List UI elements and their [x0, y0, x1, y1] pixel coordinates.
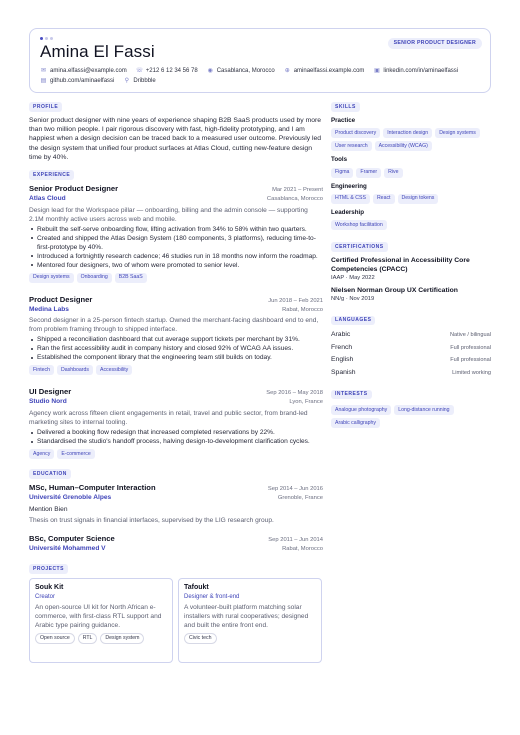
contact-phone-text: +212 6 12 34 56 78	[145, 68, 198, 74]
job-tags	[29, 273, 323, 283]
job-summary: Second designer in a 25-person fintech startup. Owned the merchant-facing dashboard end to end, from problem framing through to shipped interface.	[29, 317, 319, 334]
contact-github[interactable]	[40, 77, 114, 85]
job-location: Lyon, France	[289, 399, 323, 406]
job-location: Casablanca, Morocco	[266, 195, 323, 202]
project-tags	[35, 633, 167, 644]
section-label-experience: EXPERIENCE	[29, 170, 74, 180]
education-date: Sep 2014 – Jun 2016	[267, 485, 323, 492]
certification-name: Certified Professional in Accessibility Core Competencies (CPACC)	[331, 257, 470, 274]
job-bullet: Mentored four designers, two of whom were promoted to senior level.	[29, 261, 323, 270]
language-name: Spanish	[331, 369, 356, 377]
skill-tag: Dashboards	[57, 365, 93, 375]
skill-group-title: Practice	[331, 116, 356, 124]
job-bullet: Standardised the studio's handoff process, halving design-to-development clarification cycles.	[29, 437, 323, 446]
job-bullet: Established the component library that the engineering team still builds on today.	[29, 353, 323, 362]
job-bullets	[29, 335, 323, 362]
contact-list	[40, 67, 480, 85]
project-name: Souk Kit	[35, 583, 64, 591]
certification-meta: IAAP · May 2022	[331, 275, 375, 282]
linkedin-icon: ▣	[374, 68, 380, 74]
degree: MSc, Human–Computer Interaction	[29, 482, 156, 492]
education-thesis: Thesis on trust signals in financial interfaces, supervised by the LIG research group.	[29, 517, 274, 525]
candidate-name: Amina El Fassi	[40, 42, 155, 61]
resume-header	[29, 28, 491, 93]
skill-tag: E-commerce	[57, 449, 94, 459]
skill-tag: Design tokens	[398, 194, 439, 204]
job-summary: Design lead for the Workspace pillar — onboarding, billing and the admin console — supporting 2.1M monthly active users across web and mobile.	[29, 206, 308, 223]
certifications-section	[331, 242, 491, 303]
project-role: Designer & front-end	[184, 594, 240, 601]
interest-tag: Analogue photography	[331, 405, 391, 415]
language-level: Full professional	[450, 344, 491, 351]
interests-section	[331, 390, 491, 429]
project-card	[178, 578, 322, 663]
skill-group-title: Tools	[331, 156, 348, 164]
contact-linkedin-text: linkedin.com/in/aminaelfassi	[383, 68, 459, 74]
project-name: Tafoukt	[184, 583, 209, 591]
section-label-profile: PROFILE	[29, 102, 62, 112]
job-company: Studio Nord	[29, 398, 67, 406]
language-level: Native / bilingual	[449, 332, 491, 339]
skill-tag: Rive	[384, 168, 402, 178]
skill-tag: Agency	[29, 449, 54, 459]
job-bullet: Introduced a fortnightly research cadence; 46 studies run in 18 months now inform the roadmap.	[29, 252, 323, 261]
project-tag: Civic tech	[184, 633, 217, 644]
contact-website[interactable]	[284, 67, 365, 75]
contact-linkedin[interactable]	[373, 67, 458, 75]
projects-section	[29, 564, 323, 663]
skill-group-title: Engineering	[331, 182, 367, 190]
project-description: A volunteer-built platform matching solar installers with rural cooperatives; designed and built the entire front end.	[184, 604, 309, 630]
education-entry	[29, 534, 323, 554]
language-row	[331, 330, 491, 340]
job-bullet: Delivered a booking flow redesign that increased completed reservations by 22%.	[29, 428, 323, 437]
school: Université Mohammed V	[29, 545, 106, 553]
skill-tag: Interaction design	[383, 128, 432, 138]
dribbble-icon: ⚲	[124, 78, 130, 85]
interest-tag: Arabic calligraphy	[331, 418, 380, 428]
skill-tag: React	[373, 194, 395, 204]
education-honours: Mention Bien	[29, 505, 68, 513]
school: Université Grenoble Alpes	[29, 493, 112, 501]
job-location: Rabat, Morocco	[282, 306, 323, 313]
job-summary: Agency work across fifteen client engagements in retail, travel and public sector, from brand-led marketing sites to internal tooling.	[29, 410, 308, 427]
degree: BSc, Computer Science	[29, 534, 115, 544]
skill-group-tags	[331, 168, 491, 178]
education-section	[29, 469, 323, 554]
project-tags	[184, 633, 316, 644]
job-bullets	[29, 225, 323, 270]
projects-grid	[29, 578, 323, 663]
project-tag: Design system	[100, 633, 144, 644]
project-tag: Open source	[35, 633, 75, 644]
education-date: Sep 2011 – Jun 2014	[268, 537, 323, 544]
language-name: French	[331, 343, 353, 351]
language-level: Limited working	[452, 370, 491, 377]
language-row	[331, 355, 491, 365]
skill-tag: Design systems	[29, 273, 74, 283]
certification-entry	[331, 286, 491, 304]
skill-tag: Framer	[356, 168, 381, 178]
job-bullet: Rebuilt the self-serve onboarding flow, lifting activation from 34% to 58% within two quarters.	[29, 225, 323, 234]
project-description: An open-source UI kit for North African e-commerce, with first-class RTL support and Arabic type pairing guidance.	[35, 604, 162, 630]
certification-entry	[331, 256, 491, 283]
skill-tag: User research	[331, 141, 372, 151]
job-entry	[29, 295, 323, 376]
job-date: Mar 2021 – Present	[272, 186, 323, 193]
contact-dribbble-text: Dribbble	[133, 78, 156, 85]
location-icon: ◉	[207, 68, 213, 74]
certification-meta: NN/g · Nov 2019	[331, 295, 375, 302]
job-role: UI Designer	[29, 387, 72, 397]
project-role: Creator	[35, 594, 56, 601]
sidebar-column	[331, 102, 491, 428]
job-company: Medina Labs	[29, 305, 69, 313]
interest-tags	[331, 405, 491, 428]
job-role: Product Designer	[29, 294, 93, 304]
globe-icon: ⊕	[284, 68, 290, 74]
language-level: Full professional	[450, 357, 491, 364]
language-row	[331, 343, 491, 353]
skill-tag: Workshop facilitation	[331, 220, 387, 230]
skill-tag: Design systems	[435, 128, 480, 138]
skill-tag: B2B SaaS	[115, 273, 147, 283]
github-icon: ▤	[40, 78, 47, 85]
section-label-certifications: CERTIFICATIONS	[331, 242, 388, 252]
job-date: Sep 2016 – May 2018	[266, 390, 323, 397]
section-label-projects: PROJECTS	[29, 564, 68, 574]
language-name: Arabic	[331, 331, 351, 339]
skill-group-tags	[331, 128, 491, 151]
job-tags	[29, 449, 323, 459]
skill-group-tags	[331, 194, 491, 204]
job-tags	[29, 365, 323, 375]
job-bullets	[29, 428, 323, 446]
school-location: Grenoble, France	[277, 494, 323, 501]
contact-email-text: amina.elfassi@example.com	[50, 68, 127, 74]
skill-tag: Accessibility (WCAG)	[375, 141, 432, 151]
skill-tag: Product discovery	[331, 128, 380, 138]
job-bullet: Created and shipped the Atlas Design System (180 components, 3 platforms), reducing time-to-first-prototype by 40%.	[29, 234, 323, 252]
job-date: Jun 2018 – Feb 2021	[268, 297, 323, 304]
section-label-languages: LANGUAGES	[331, 316, 375, 326]
phone-icon: ☏	[135, 68, 144, 74]
contact-email[interactable]	[40, 67, 127, 75]
job-company: Atlas Cloud	[29, 194, 66, 202]
education-entry	[29, 483, 323, 526]
job-entry	[29, 387, 323, 459]
skill-tag: HTML & CSS	[331, 194, 370, 204]
job-bullet: Shipped a reconciliation dashboard that cut average support tickets per merchant by 31%.	[29, 335, 323, 344]
project-tag: RTL	[78, 633, 98, 644]
experience-section	[29, 170, 323, 459]
skill-group-title: Leadership	[331, 208, 365, 216]
contact-location	[207, 67, 275, 75]
contact-phone[interactable]	[136, 67, 198, 75]
project-card	[29, 578, 173, 663]
main-column	[29, 102, 323, 663]
job-bullet: Ran the first accessibility audit in company history and closed 92% of WCAG AA issues.	[29, 344, 323, 353]
skill-tag: Fintech	[29, 365, 54, 375]
contact-website-text: aminaelfassi.example.com	[293, 68, 365, 74]
section-label-skills: SKILLS	[331, 102, 360, 112]
languages-section	[331, 316, 491, 378]
mail-icon: ✉	[40, 68, 47, 74]
contact-github-text: github.com/aminaelfassi	[50, 78, 115, 85]
certification-name: Nielsen Norman Group UX Certification	[331, 286, 458, 294]
profile-section	[29, 102, 323, 162]
section-label-education: EDUCATION	[29, 469, 71, 479]
skill-tag: Onboarding	[77, 273, 112, 283]
job-title-badge: SENIOR PRODUCT DESIGNER	[388, 38, 482, 49]
language-name: English	[331, 356, 354, 364]
contact-dribbble[interactable]	[123, 77, 155, 85]
job-role: Senior Product Designer	[29, 183, 119, 193]
language-row	[331, 368, 491, 378]
section-label-interests: INTERESTS	[331, 390, 372, 400]
contact-location-text: Casablanca, Morocco	[216, 68, 275, 74]
skills-section	[331, 102, 491, 230]
job-entry	[29, 184, 323, 283]
profile-text: Senior product designer with nine years of experience shaping B2B SaaS products used by more than two million people. I pair rigorous discovery with fast, high-fidelity prototyping, and I am happiest when a design decision can be traced back to a measured user outcome. Previously led the design system that unified four product surfaces at Atlas Cloud, cutting new-feature design time by 40%.	[29, 116, 322, 161]
school-location: Rabat, Morocco	[282, 546, 323, 553]
skill-tag: Figma	[331, 168, 353, 178]
skill-tag: Accessibility	[96, 365, 132, 375]
skill-group-tags	[331, 220, 491, 230]
interest-tag: Long-distance running	[394, 405, 453, 415]
